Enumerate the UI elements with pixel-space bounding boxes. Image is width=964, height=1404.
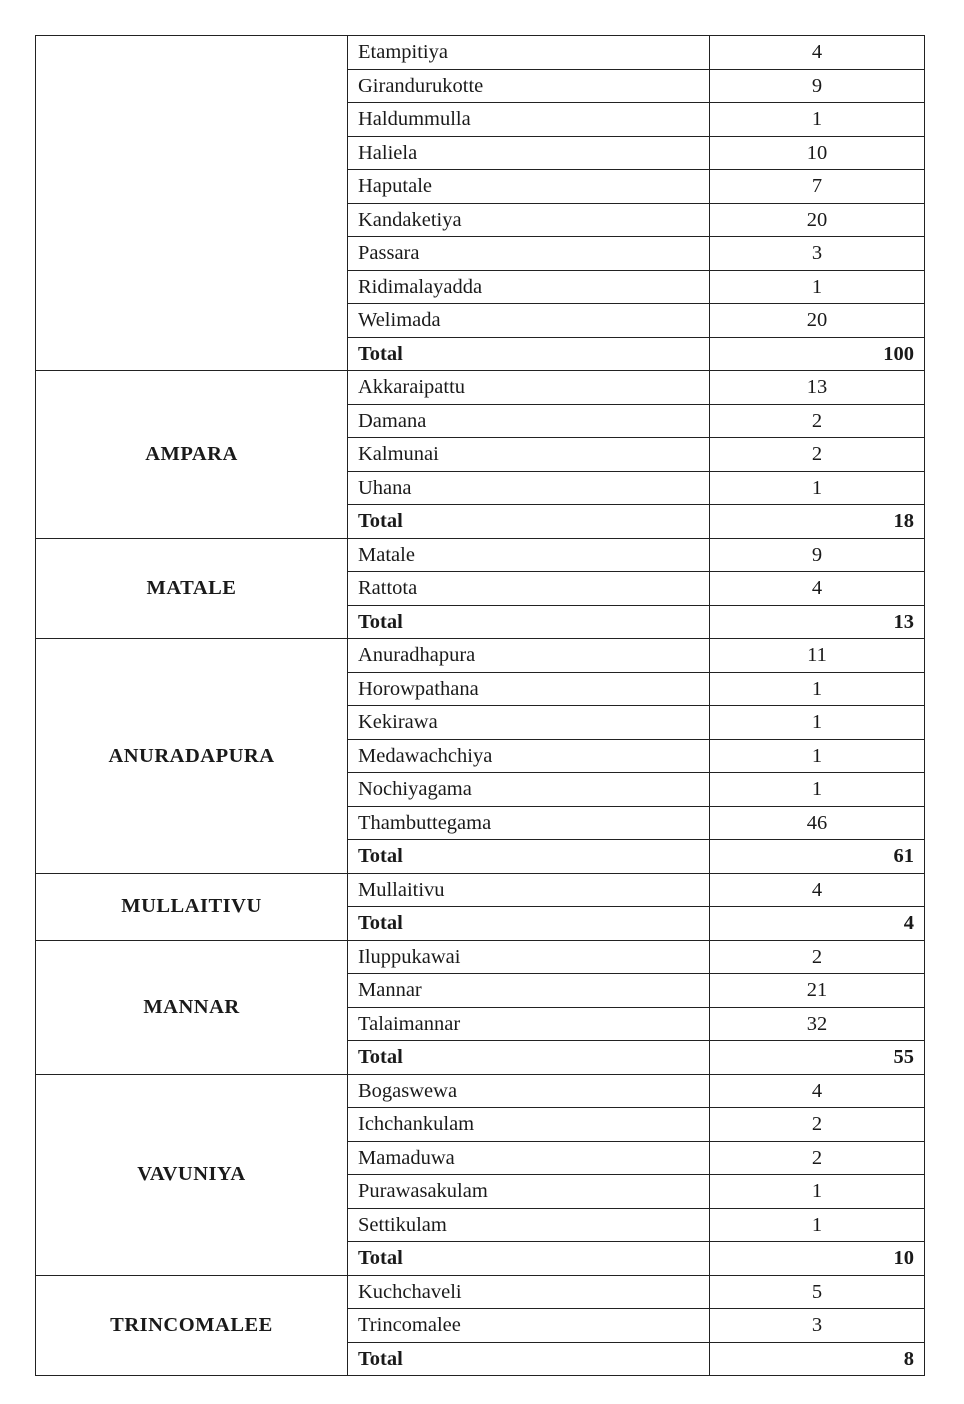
place-name: Ichchankulam <box>348 1108 710 1142</box>
place-count: 5 <box>710 1275 925 1309</box>
district-name: VAVUNIYA <box>36 1074 348 1275</box>
place-name: Medawachchiya <box>348 739 710 773</box>
place-name: Etampitiya <box>348 36 710 70</box>
place-name: Akkaraipattu <box>348 371 710 405</box>
total-value: 8 <box>710 1342 925 1376</box>
place-name: Matale <box>348 538 710 572</box>
place-count: 1 <box>710 1175 925 1209</box>
table-row <box>36 36 925 70</box>
place-count: 7 <box>710 170 925 204</box>
place-name: Mullaitivu <box>348 873 710 907</box>
place-name: Iluppukawai <box>348 940 710 974</box>
total-label: Total <box>348 337 710 371</box>
district-place-count-table <box>35 35 925 1376</box>
place-count: 3 <box>710 237 925 271</box>
place-name: Kuchchaveli <box>348 1275 710 1309</box>
total-label: Total <box>348 1342 710 1376</box>
place-count: 2 <box>710 438 925 472</box>
place-name: Nochiyagama <box>348 773 710 807</box>
place-name: Kandaketiya <box>348 203 710 237</box>
place-name: Mamaduwa <box>348 1141 710 1175</box>
total-label: Total <box>348 840 710 874</box>
place-count: 9 <box>710 69 925 103</box>
district-name: MATALE <box>36 538 348 639</box>
total-value: 55 <box>710 1041 925 1075</box>
table-row <box>36 1275 925 1309</box>
table-row <box>36 538 925 572</box>
place-name: Purawasakulam <box>348 1175 710 1209</box>
place-count: 11 <box>710 639 925 673</box>
total-label: Total <box>348 605 710 639</box>
place-count: 32 <box>710 1007 925 1041</box>
place-count: 4 <box>710 1074 925 1108</box>
place-count: 4 <box>710 36 925 70</box>
place-count: 1 <box>710 672 925 706</box>
place-count: 13 <box>710 371 925 405</box>
place-count: 46 <box>710 806 925 840</box>
table-row <box>36 940 925 974</box>
district-name: ANURADAPURA <box>36 639 348 874</box>
table-row <box>36 873 925 907</box>
place-name: Trincomalee <box>348 1309 710 1343</box>
district-name: TRINCOMALEE <box>36 1275 348 1376</box>
place-name: Haldummulla <box>348 103 710 137</box>
district-name: MANNAR <box>36 940 348 1074</box>
place-name: Settikulam <box>348 1208 710 1242</box>
place-name: Kalmunai <box>348 438 710 472</box>
place-name: Thambuttegama <box>348 806 710 840</box>
place-name: Rattota <box>348 572 710 606</box>
place-name: Mannar <box>348 974 710 1008</box>
place-name: Anuradhapura <box>348 639 710 673</box>
total-label: Total <box>348 505 710 539</box>
place-name: Uhana <box>348 471 710 505</box>
place-count: 1 <box>710 706 925 740</box>
place-name: Bogaswewa <box>348 1074 710 1108</box>
place-name: Passara <box>348 237 710 271</box>
place-count: 2 <box>710 1108 925 1142</box>
place-count: 1 <box>710 739 925 773</box>
total-value: 4 <box>710 907 925 941</box>
place-count: 2 <box>710 1141 925 1175</box>
table-row <box>36 1074 925 1108</box>
place-count: 20 <box>710 304 925 338</box>
place-name: Kekirawa <box>348 706 710 740</box>
total-value: 13 <box>710 605 925 639</box>
place-count: 1 <box>710 270 925 304</box>
place-name: Damana <box>348 404 710 438</box>
place-count: 2 <box>710 404 925 438</box>
total-value: 61 <box>710 840 925 874</box>
total-value: 18 <box>710 505 925 539</box>
place-count: 1 <box>710 773 925 807</box>
total-label: Total <box>348 1041 710 1075</box>
place-count: 4 <box>710 873 925 907</box>
place-count: 9 <box>710 538 925 572</box>
district-name <box>36 36 348 371</box>
table-body <box>36 36 925 1376</box>
place-count: 21 <box>710 974 925 1008</box>
place-name: Talaimannar <box>348 1007 710 1041</box>
total-label: Total <box>348 1242 710 1276</box>
place-name: Welimada <box>348 304 710 338</box>
place-name: Haputale <box>348 170 710 204</box>
place-name: Girandurukotte <box>348 69 710 103</box>
place-count: 1 <box>710 471 925 505</box>
place-count: 10 <box>710 136 925 170</box>
place-count: 1 <box>710 1208 925 1242</box>
district-name: AMPARA <box>36 371 348 539</box>
place-name: Haliela <box>348 136 710 170</box>
table-row <box>36 639 925 673</box>
total-value: 100 <box>710 337 925 371</box>
place-count: 4 <box>710 572 925 606</box>
total-label: Total <box>348 907 710 941</box>
place-count: 1 <box>710 103 925 137</box>
place-count: 20 <box>710 203 925 237</box>
table-row <box>36 371 925 405</box>
place-count: 3 <box>710 1309 925 1343</box>
district-name: MULLAITIVU <box>36 873 348 940</box>
place-name: Ridimalayadda <box>348 270 710 304</box>
place-name: Horowpathana <box>348 672 710 706</box>
place-count: 2 <box>710 940 925 974</box>
total-value: 10 <box>710 1242 925 1276</box>
